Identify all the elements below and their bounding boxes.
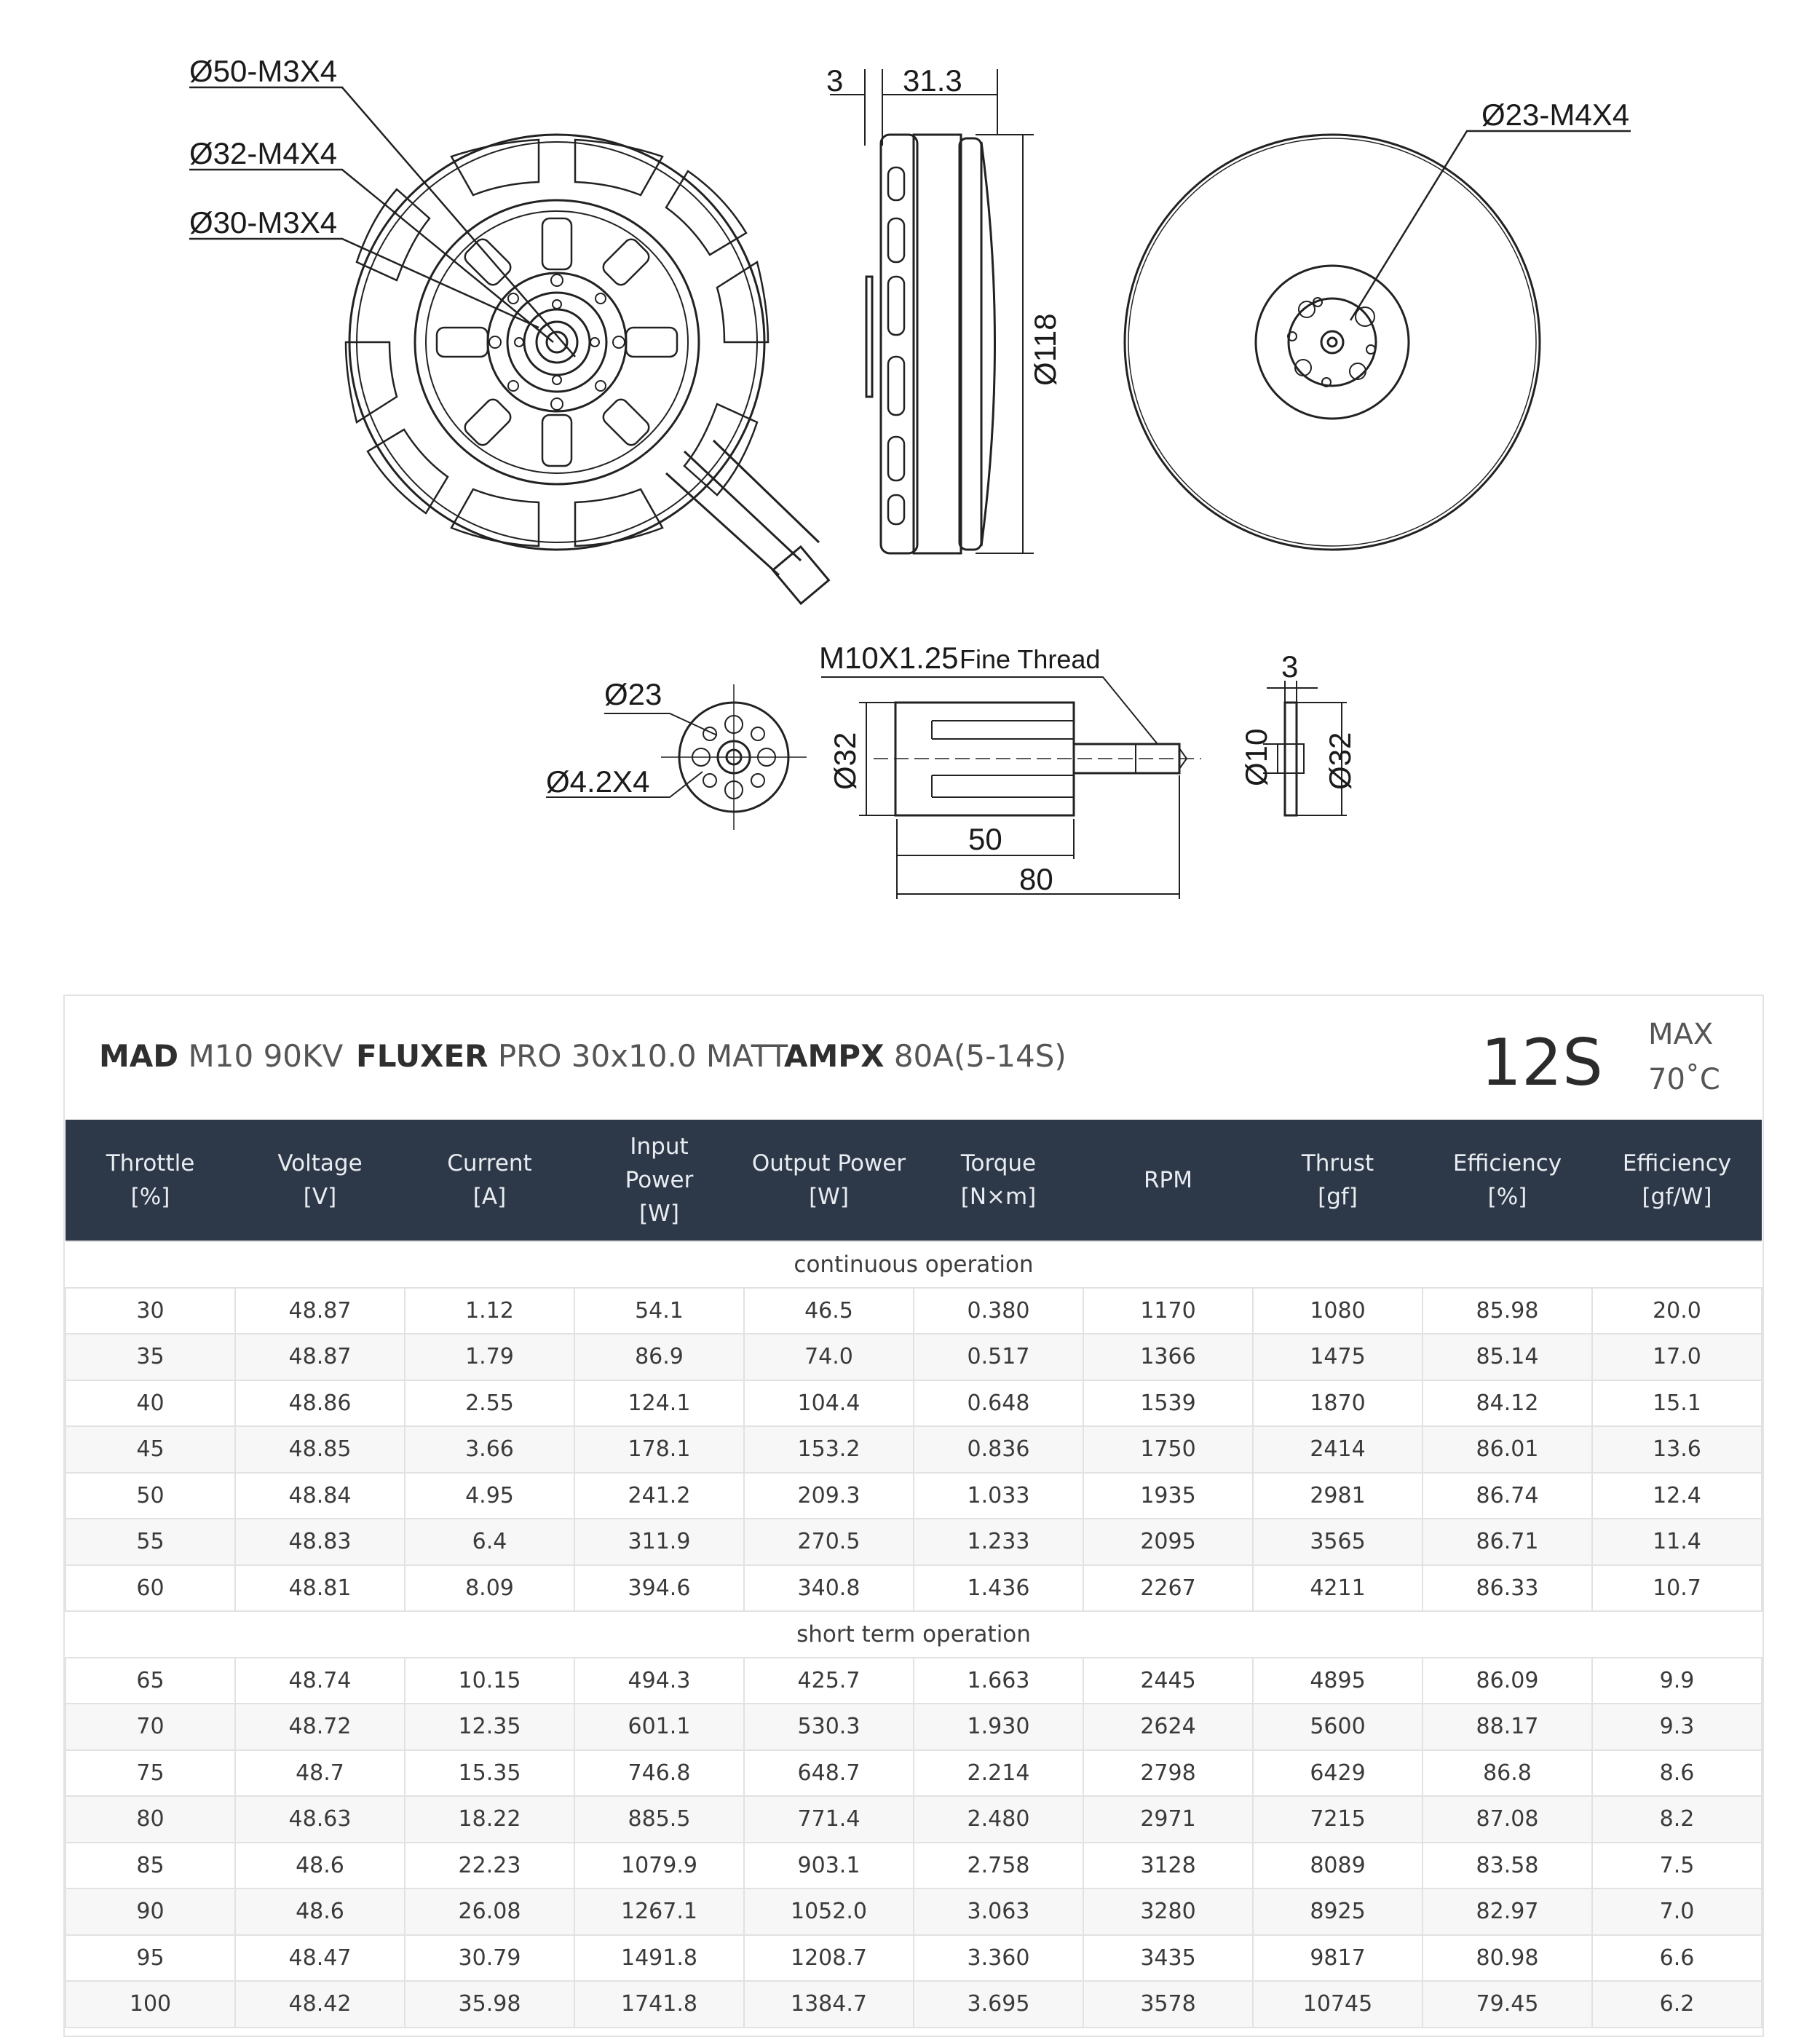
table-cell: 2414 bbox=[1253, 1426, 1423, 1473]
table-cell: 8.2 bbox=[1592, 1796, 1762, 1843]
table-cell: 48.74 bbox=[235, 1658, 405, 1704]
table-cell: 1170 bbox=[1083, 1288, 1253, 1334]
table-cell: 74.0 bbox=[744, 1334, 914, 1380]
table-cell: 95 bbox=[66, 1935, 235, 1982]
table-cell: 30.79 bbox=[405, 1935, 574, 1982]
table-cell: 3578 bbox=[1083, 1981, 1253, 2028]
table-cell: 340.8 bbox=[744, 1565, 914, 1612]
column-header: Input Power [W] bbox=[574, 1120, 744, 1241]
adapter-face-view bbox=[546, 684, 807, 830]
table-cell: 311.9 bbox=[574, 1519, 744, 1565]
table-row bbox=[66, 1704, 1762, 1750]
max-temperature: 70˚C bbox=[1648, 1063, 1720, 1096]
table-row bbox=[66, 1981, 1762, 2028]
front-label-1: Ø50-M3X4 bbox=[189, 54, 338, 88]
column-header: Current [A] bbox=[405, 1120, 574, 1241]
table-cell: 35.98 bbox=[405, 1981, 574, 2028]
table-cell: 2981 bbox=[1253, 1473, 1423, 1519]
table-cell: 48.87 bbox=[235, 1334, 405, 1380]
table-cell: 22.23 bbox=[405, 1843, 574, 1889]
prop-brand: FLUXER bbox=[356, 1038, 488, 1074]
section-label: short term operation bbox=[66, 1611, 1762, 1658]
table-cell: 46.5 bbox=[744, 1288, 914, 1334]
column-header: Efficiency [%] bbox=[1423, 1120, 1592, 1241]
thread-note: Fine Thread bbox=[960, 644, 1101, 674]
table-row bbox=[66, 1565, 1762, 1612]
table-cell: 6429 bbox=[1253, 1750, 1423, 1797]
table-cell: 48.81 bbox=[235, 1565, 405, 1612]
motor-brand: MAD bbox=[99, 1038, 179, 1074]
table-cell: 4.95 bbox=[405, 1473, 574, 1519]
table-cell: 86.8 bbox=[1423, 1750, 1592, 1797]
back-label: Ø23-M4X4 bbox=[1481, 98, 1630, 132]
motor-model: M10 90KV bbox=[188, 1038, 344, 1074]
table-cell: 1.12 bbox=[405, 1288, 574, 1334]
table-cell: 2798 bbox=[1083, 1750, 1253, 1797]
table-row bbox=[66, 1935, 1762, 1982]
table-cell: 648.7 bbox=[744, 1750, 914, 1797]
column-header: Torque [N×m] bbox=[914, 1120, 1083, 1241]
prop-model: PRO 30x10.0 MATT bbox=[497, 1038, 788, 1074]
table-cell: 10.15 bbox=[405, 1658, 574, 1704]
table-cell: 86.74 bbox=[1423, 1473, 1592, 1519]
adapter-side-view bbox=[821, 677, 1201, 899]
table-cell: 1366 bbox=[1083, 1334, 1253, 1380]
table-cell: 48.6 bbox=[235, 1888, 405, 1935]
washer-outer-label: Ø32 bbox=[1323, 732, 1357, 790]
table-cell: 80 bbox=[66, 1796, 235, 1843]
table-cell: 1052.0 bbox=[744, 1888, 914, 1935]
table-cell: 87.08 bbox=[1423, 1796, 1592, 1843]
table-cell: 903.1 bbox=[744, 1843, 914, 1889]
table-cell: 40 bbox=[66, 1380, 235, 1427]
table-cell: 86.01 bbox=[1423, 1426, 1592, 1473]
table-header bbox=[66, 1120, 1762, 1241]
table-cell: 6.4 bbox=[405, 1519, 574, 1565]
table-cell: 17.0 bbox=[1592, 1334, 1762, 1380]
max-label: MAX bbox=[1648, 1018, 1714, 1051]
esc-brand: AMPX bbox=[784, 1038, 885, 1074]
table-cell: 601.1 bbox=[574, 1704, 744, 1750]
table-cell: 1870 bbox=[1253, 1380, 1423, 1427]
table-cell: 15.35 bbox=[405, 1750, 574, 1797]
section-label: continuous operation bbox=[66, 1241, 1762, 1288]
table-cell: 85.98 bbox=[1423, 1288, 1592, 1334]
table-cell: 1.79 bbox=[405, 1334, 574, 1380]
table-cell: 90 bbox=[66, 1888, 235, 1935]
table-cell: 10745 bbox=[1253, 1981, 1423, 2028]
table-row bbox=[66, 1288, 1762, 1334]
table-cell: 0.836 bbox=[914, 1426, 1083, 1473]
table-cell: 0.517 bbox=[914, 1334, 1083, 1380]
table-cell: 6.2 bbox=[1592, 1981, 1762, 2028]
table-cell: 3.063 bbox=[914, 1888, 1083, 1935]
table-cell: 178.1 bbox=[574, 1426, 744, 1473]
table-cell: 494.3 bbox=[574, 1658, 744, 1704]
column-header: Thrust [gf] bbox=[1253, 1120, 1423, 1241]
table-cell: 2.214 bbox=[914, 1750, 1083, 1797]
section-row bbox=[66, 1241, 1762, 1288]
side-height-label: 31.3 bbox=[903, 63, 962, 98]
table-cell: 1.663 bbox=[914, 1658, 1083, 1704]
table-cell: 86.9 bbox=[574, 1334, 744, 1380]
table-cell: 70 bbox=[66, 1704, 235, 1750]
motor-spec bbox=[99, 1038, 343, 1074]
table-cell: 3.360 bbox=[914, 1935, 1083, 1982]
table-cell: 8089 bbox=[1253, 1843, 1423, 1889]
table-cell: 80.98 bbox=[1423, 1935, 1592, 1982]
table-cell: 1475 bbox=[1253, 1334, 1423, 1380]
prop-spec bbox=[356, 1038, 788, 1074]
table-cell: 1208.7 bbox=[744, 1935, 914, 1982]
table-cell: 7.0 bbox=[1592, 1888, 1762, 1935]
table-cell: 153.2 bbox=[744, 1426, 914, 1473]
table-cell: 8925 bbox=[1253, 1888, 1423, 1935]
table-cell: 2971 bbox=[1083, 1796, 1253, 1843]
column-header: RPM bbox=[1083, 1120, 1253, 1241]
table-cell: 79.45 bbox=[1423, 1981, 1592, 2028]
adapter-diameter-label: Ø32 bbox=[828, 732, 862, 790]
table-cell: 9.9 bbox=[1592, 1658, 1762, 1704]
section-row bbox=[66, 1611, 1762, 1658]
dimension-drawing-svg bbox=[0, 0, 1820, 932]
table-row bbox=[66, 1380, 1762, 1427]
table-cell: 3280 bbox=[1083, 1888, 1253, 1935]
table-cell: 13.6 bbox=[1592, 1426, 1762, 1473]
table-cell: 86.33 bbox=[1423, 1565, 1592, 1612]
table-row bbox=[66, 1750, 1762, 1797]
table-cell: 2095 bbox=[1083, 1519, 1253, 1565]
table-cell: 1384.7 bbox=[744, 1981, 914, 2028]
table-cell: 771.4 bbox=[744, 1796, 914, 1843]
table-cell: 7.5 bbox=[1592, 1843, 1762, 1889]
table-cell: 209.3 bbox=[744, 1473, 914, 1519]
header-row bbox=[66, 1120, 1762, 1241]
washer-thickness-label: 3 bbox=[1281, 649, 1299, 684]
table-cell: 1935 bbox=[1083, 1473, 1253, 1519]
washer-inner-label: Ø10 bbox=[1239, 728, 1273, 786]
table-cell: 425.7 bbox=[744, 1658, 914, 1704]
table-cell: 48.85 bbox=[235, 1426, 405, 1473]
table-cell: 30 bbox=[66, 1288, 235, 1334]
table-cell: 12.35 bbox=[405, 1704, 574, 1750]
table-cell: 54.1 bbox=[574, 1288, 744, 1334]
table-cell: 8.6 bbox=[1592, 1750, 1762, 1797]
table-cell: 84.12 bbox=[1423, 1380, 1592, 1427]
table-cell: 8.09 bbox=[405, 1565, 574, 1612]
cell-count: 12S bbox=[1481, 1025, 1603, 1100]
table-cell: 45 bbox=[66, 1426, 235, 1473]
card-header bbox=[65, 996, 1762, 1120]
table-cell: 6.6 bbox=[1592, 1935, 1762, 1982]
esc-model: 80A(5-14S) bbox=[893, 1038, 1067, 1074]
table-cell: 2.55 bbox=[405, 1380, 574, 1427]
table-cell: 3.695 bbox=[914, 1981, 1083, 2028]
table-cell: 26.08 bbox=[405, 1888, 574, 1935]
table-cell: 394.6 bbox=[574, 1565, 744, 1612]
table-cell: 10.7 bbox=[1592, 1565, 1762, 1612]
table-cell: 48.47 bbox=[235, 1935, 405, 1982]
table-cell: 48.63 bbox=[235, 1796, 405, 1843]
table-cell: 885.5 bbox=[574, 1796, 744, 1843]
spec-card bbox=[63, 994, 1764, 2037]
table-row bbox=[66, 1334, 1762, 1380]
table-cell: 1491.8 bbox=[574, 1935, 744, 1982]
table-cell: 55 bbox=[66, 1519, 235, 1565]
table-cell: 1.930 bbox=[914, 1704, 1083, 1750]
table-cell: 4895 bbox=[1253, 1658, 1423, 1704]
table-row bbox=[66, 1519, 1762, 1565]
table-cell: 88.17 bbox=[1423, 1704, 1592, 1750]
table-cell: 18.22 bbox=[405, 1796, 574, 1843]
table-cell: 48.87 bbox=[235, 1288, 405, 1334]
table-cell: 2.758 bbox=[914, 1843, 1083, 1889]
table-body bbox=[66, 1241, 1762, 2028]
table-cell: 48.86 bbox=[235, 1380, 405, 1427]
thread-label: M10X1.25 bbox=[819, 641, 959, 675]
table-cell: 100 bbox=[66, 1981, 235, 2028]
table-cell: 3128 bbox=[1083, 1843, 1253, 1889]
adapter-holes-label: Ø4.2X4 bbox=[546, 764, 650, 799]
table-cell: 48.7 bbox=[235, 1750, 405, 1797]
technical-drawings bbox=[0, 0, 1820, 932]
table-cell: 48.6 bbox=[235, 1843, 405, 1889]
table-cell: 1267.1 bbox=[574, 1888, 744, 1935]
table-cell: 124.1 bbox=[574, 1380, 744, 1427]
table-cell: 86.71 bbox=[1423, 1519, 1592, 1565]
column-header: Efficiency [gf/W] bbox=[1592, 1120, 1762, 1241]
front-label-3: Ø30-M3X4 bbox=[189, 205, 338, 240]
table-cell: 9817 bbox=[1253, 1935, 1423, 1982]
table-row bbox=[66, 1843, 1762, 1889]
adapter-length-short: 50 bbox=[968, 822, 1002, 856]
table-cell: 746.8 bbox=[574, 1750, 744, 1797]
table-cell: 48.42 bbox=[235, 1981, 405, 2028]
table-cell: 20.0 bbox=[1592, 1288, 1762, 1334]
table-cell: 1.436 bbox=[914, 1565, 1083, 1612]
table-cell: 1080 bbox=[1253, 1288, 1423, 1334]
table-cell: 1079.9 bbox=[574, 1843, 744, 1889]
table-cell: 0.648 bbox=[914, 1380, 1083, 1427]
table-cell: 75 bbox=[66, 1750, 235, 1797]
table-row bbox=[66, 1473, 1762, 1519]
table-cell: 3.66 bbox=[405, 1426, 574, 1473]
table-row bbox=[66, 1796, 1762, 1843]
table-cell: 1.233 bbox=[914, 1519, 1083, 1565]
table-cell: 9.3 bbox=[1592, 1704, 1762, 1750]
table-cell: 1741.8 bbox=[574, 1981, 744, 2028]
table-cell: 83.58 bbox=[1423, 1843, 1592, 1889]
table-cell: 85 bbox=[66, 1843, 235, 1889]
table-cell: 2445 bbox=[1083, 1658, 1253, 1704]
table-cell: 15.1 bbox=[1592, 1380, 1762, 1427]
side-view bbox=[830, 69, 1034, 553]
table-cell: 11.4 bbox=[1592, 1519, 1762, 1565]
performance-table bbox=[65, 1120, 1762, 2028]
column-header: Voltage [V] bbox=[235, 1120, 405, 1241]
table-cell: 530.3 bbox=[744, 1704, 914, 1750]
table-row bbox=[66, 1426, 1762, 1473]
table-cell: 3565 bbox=[1253, 1519, 1423, 1565]
table-cell: 7215 bbox=[1253, 1796, 1423, 1843]
table-cell: 2267 bbox=[1083, 1565, 1253, 1612]
adapter-length-total: 80 bbox=[1019, 862, 1053, 896]
table-cell: 35 bbox=[66, 1334, 235, 1380]
table-row bbox=[66, 1658, 1762, 1704]
table-cell: 104.4 bbox=[744, 1380, 914, 1427]
back-view bbox=[1125, 131, 1631, 550]
table-cell: 2624 bbox=[1083, 1704, 1253, 1750]
front-label-2: Ø32-M4X4 bbox=[189, 136, 338, 170]
side-flange-label: 3 bbox=[826, 63, 844, 98]
table-cell: 48.83 bbox=[235, 1519, 405, 1565]
table-cell: 241.2 bbox=[574, 1473, 744, 1519]
table-cell: 60 bbox=[66, 1565, 235, 1612]
table-cell: 86.09 bbox=[1423, 1658, 1592, 1704]
table-cell: 65 bbox=[66, 1658, 235, 1704]
table-cell: 4211 bbox=[1253, 1565, 1423, 1612]
table-cell: 270.5 bbox=[744, 1519, 914, 1565]
table-cell: 48.84 bbox=[235, 1473, 405, 1519]
table-cell: 48.72 bbox=[235, 1704, 405, 1750]
table-cell: 5600 bbox=[1253, 1704, 1423, 1750]
column-header: Throttle [%] bbox=[66, 1120, 235, 1241]
esc-spec bbox=[784, 1038, 1067, 1074]
table-cell: 1539 bbox=[1083, 1380, 1253, 1427]
table-cell: 50 bbox=[66, 1473, 235, 1519]
table-cell: 3435 bbox=[1083, 1935, 1253, 1982]
table-cell: 12.4 bbox=[1592, 1473, 1762, 1519]
table-cell: 82.97 bbox=[1423, 1888, 1592, 1935]
table-cell: 1.033 bbox=[914, 1473, 1083, 1519]
table-cell: 85.14 bbox=[1423, 1334, 1592, 1380]
table-cell: 0.380 bbox=[914, 1288, 1083, 1334]
table-row bbox=[66, 1888, 1762, 1935]
table-cell: 2.480 bbox=[914, 1796, 1083, 1843]
column-header: Output Power [W] bbox=[744, 1120, 914, 1241]
table-cell: 1750 bbox=[1083, 1426, 1253, 1473]
side-diameter-label: Ø118 bbox=[1028, 313, 1062, 386]
adapter-pcd-label: Ø23 bbox=[604, 677, 662, 711]
